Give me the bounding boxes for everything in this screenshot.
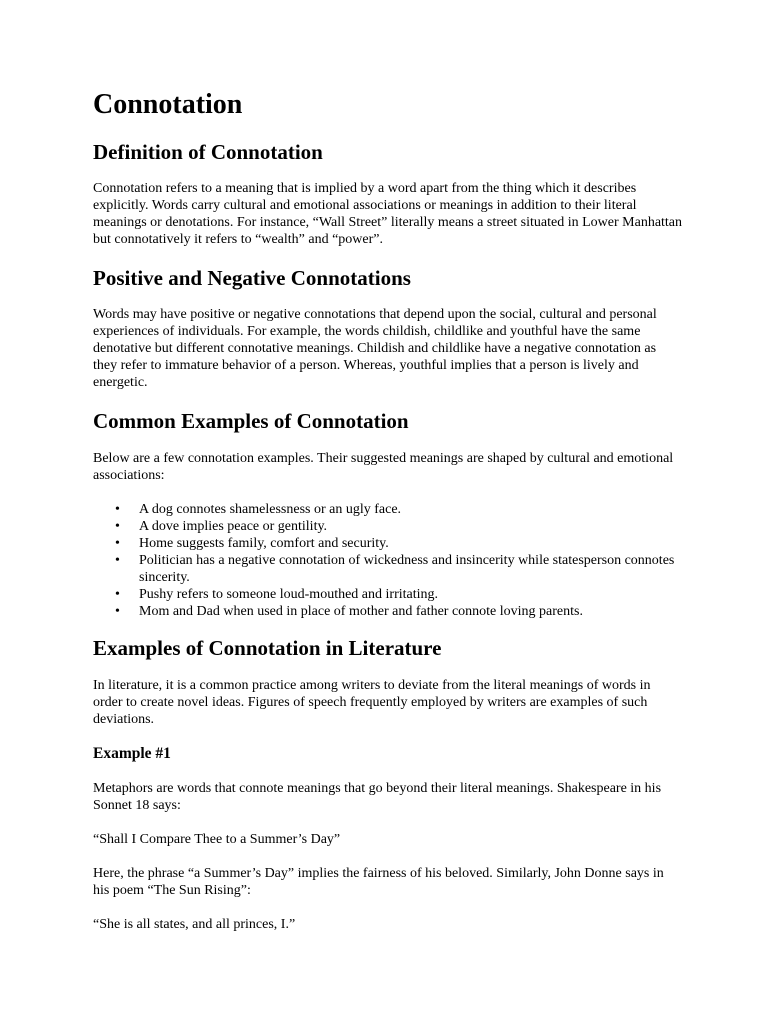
heading-common-examples: Common Examples of Connotation	[93, 409, 409, 433]
bullet-glyph: •	[115, 519, 120, 534]
paragraph-common-examples: Below are a few connotation examples. Their suggested meanings are shaped by cultural and emotional associations:	[93, 451, 674, 483]
page-title: Connotation	[93, 89, 243, 120]
list-item: • A dove implies peace or gentility.	[115, 519, 328, 534]
examples-list	[93, 501, 683, 620]
bullet-glyph: •	[115, 604, 120, 619]
paragraph-example-1-followup: Here, the phrase “a Summer’s Day” implies the fairness of his beloved. Similarly, John Donne says in his poem “The Sun Rising”:	[93, 866, 664, 898]
paragraph-positive-negative: Words may have positive or negative connotations that depend upon the social, cultural and personal experiences of individuals. For example, the words childish, childlike and youthful have the same denotative but different connotative meanings. Childish and childlike have a negative connotation as they refer to immature behavior of a person. Whereas, youthful implies that a person is lively and energetic.	[93, 307, 657, 390]
heading-literature: Examples of Connotation in Literature	[93, 636, 442, 660]
quote-donne: “She is all states, and all princes, I.”	[93, 917, 296, 932]
list-item: • Pushy refers to someone loud-mouthed and irritating.	[115, 587, 438, 602]
paragraph-literature: In literature, it is a common practice among writers to deviate from the literal meanings of words in order to create novel ideas. Figures of speech frequently employed by writers are examples of such deviations.	[93, 678, 651, 727]
bullet-glyph: •	[115, 553, 120, 568]
list-item: • Mom and Dad when used in place of mother and father connote loving parents.	[115, 604, 583, 619]
bullet-glyph: •	[115, 587, 120, 602]
heading-positive-negative: Positive and Negative Connotations	[93, 266, 411, 290]
list-item: • A dog connotes shamelessness or an ugly face.	[115, 502, 402, 517]
paragraph-example-1-intro: Metaphors are words that connote meanings that go beyond their literal meanings. Shakespeare in his Sonnet 18 says:	[93, 781, 662, 813]
bullet-glyph: •	[115, 536, 120, 551]
list-item: • Politician has a negative connotation of wickedness and insincerity while statesperson connotes sincerity.	[115, 553, 675, 585]
list-item: • Home suggests family, comfort and security.	[115, 536, 389, 551]
heading-definition: Definition of Connotation	[93, 140, 323, 164]
paragraph-definition: Connotation refers to a meaning that is implied by a word apart from the thing which it describes explicitly. Words carry cultural and emotional associations or meanings in addition to their literal meanings or denotations. For instance, “Wall Street” literally means a street situated in Lower Manhattan but connotatively it refers to “wealth” and “power”.	[93, 181, 683, 247]
heading-example-1: Example #1	[93, 745, 171, 762]
quote-shakespeare: “Shall I Compare Thee to a Summer’s Day”	[93, 832, 341, 847]
bullet-glyph: •	[115, 502, 120, 517]
